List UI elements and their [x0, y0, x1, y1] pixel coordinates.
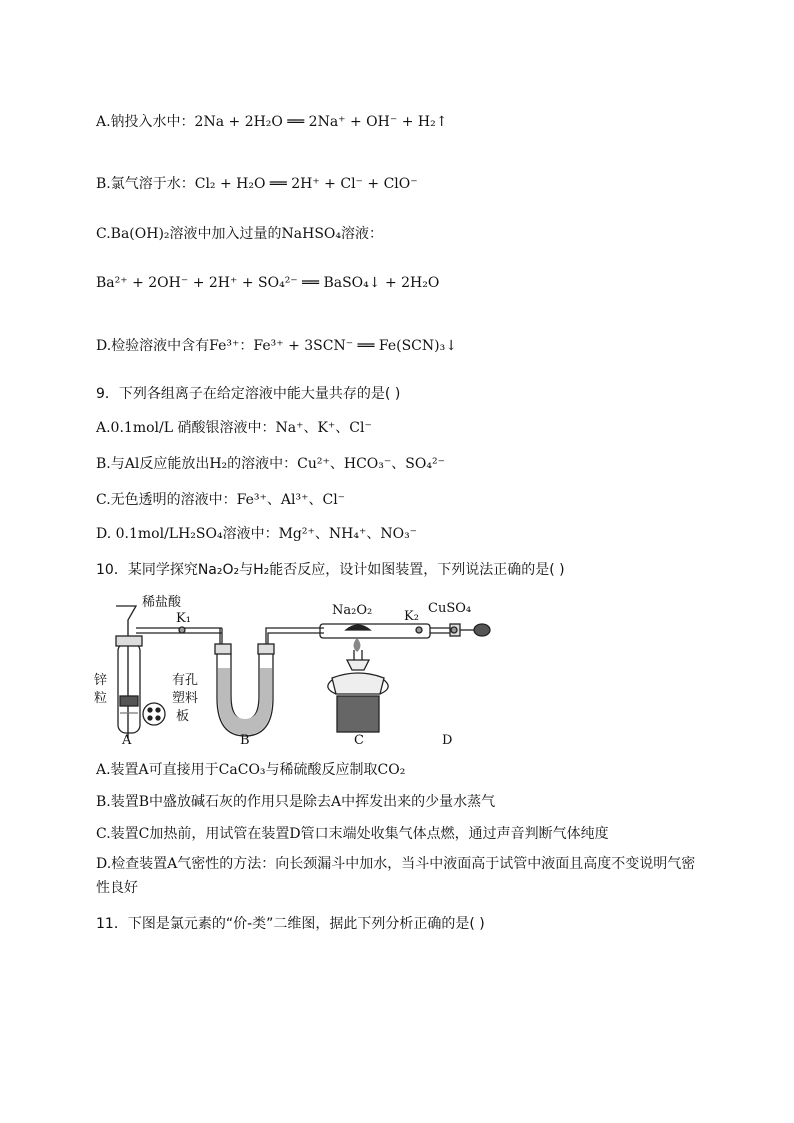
apparatus-c	[320, 624, 430, 732]
label-plate-3: 板	[176, 709, 190, 724]
q9-stem: 9．下列各组离子在给定溶液中能大量共存的是( )	[96, 386, 401, 402]
label-acid: 稀盐酸	[142, 595, 182, 610]
q8-option-a: A.钠投入水中：2Na + 2H₂O ══ 2Na⁺ + OH⁻ + H₂↑	[96, 114, 448, 130]
label-cuso4: CuSO₄	[428, 601, 472, 616]
q8-option-c: C.Ba(OH)₂溶液中加入过量的NaHSO₄溶液：	[96, 226, 384, 242]
q10-option-b: B.装置B中盛放碱石灰的作用只是除去A中挥发出来的少量水蒸气	[96, 794, 496, 810]
q10-stem: 10．某同学探究Na₂O₂与H₂能否反应，设计如图装置，下列说法正确的是( )	[96, 562, 565, 578]
label-k1: K₁	[176, 611, 191, 626]
label-na2o2: Na₂O₂	[332, 603, 373, 618]
label-c: C	[354, 733, 364, 748]
q8-option-d: D.检验溶液中含有Fe³⁺：Fe³⁺ + 3SCN⁻ ══ Fe(SCN)₃↓	[96, 338, 457, 354]
apparatus-diagram	[92, 588, 492, 750]
q11-stem: 11．下图是氯元素的“价-类”二维图，据此下列分析正确的是( )	[96, 916, 485, 932]
label-zinc-2: 粒	[94, 691, 108, 706]
q8-option-b: B.氯气溶于水：Cl₂ + H₂O ══ 2H⁺ + Cl⁻ + ClO⁻	[96, 176, 418, 192]
q9-option-d: D. 0.1mol/LH₂SO₄溶液中：Mg²⁺、NH₄⁺、NO₃⁻	[96, 526, 418, 542]
q9-option-a: A.0.1mol/L 硝酸银溶液中：Na⁺、K⁺、Cl⁻	[96, 420, 372, 436]
q10-option-a: A.装置A可直接用于CaCO₃与稀硫酸反应制取CO₂	[96, 762, 406, 778]
label-plate-2: 塑料	[172, 691, 199, 706]
q10-option-d: D.检查装置A气密性的方法：向长颈漏斗中加水，当斗中液面高于试管中液面且高度不变说明气密性良好	[96, 856, 696, 896]
label-k2: K₂	[404, 609, 419, 624]
apparatus-d	[416, 624, 490, 636]
label-d: D	[442, 733, 453, 748]
label-plate-1: 有孔	[172, 673, 199, 688]
label-zinc-1: 锌	[94, 673, 108, 688]
q9-option-c: C.无色透明的溶液中：Fe³⁺、Al³⁺、Cl⁻	[96, 492, 346, 508]
label-a: A	[122, 733, 132, 748]
apparatus-b	[215, 628, 324, 736]
label-b: B	[240, 733, 250, 748]
q8-option-c-equation: Ba²⁺ + 2OH⁻ + 2H⁺ + SO₄²⁻ ══ BaSO₄↓ + 2H₂O	[96, 275, 440, 291]
apparatus-a	[116, 606, 222, 738]
q10-option-c: C.装置C加热前，用试管在装置D管口末端处收集气体点燃，通过声音判断气体纯度	[96, 826, 609, 842]
q9-option-b: B.与Al反应能放出H₂的溶液中：Cu²⁺、HCO₃⁻、SO₄²⁻	[96, 456, 445, 472]
